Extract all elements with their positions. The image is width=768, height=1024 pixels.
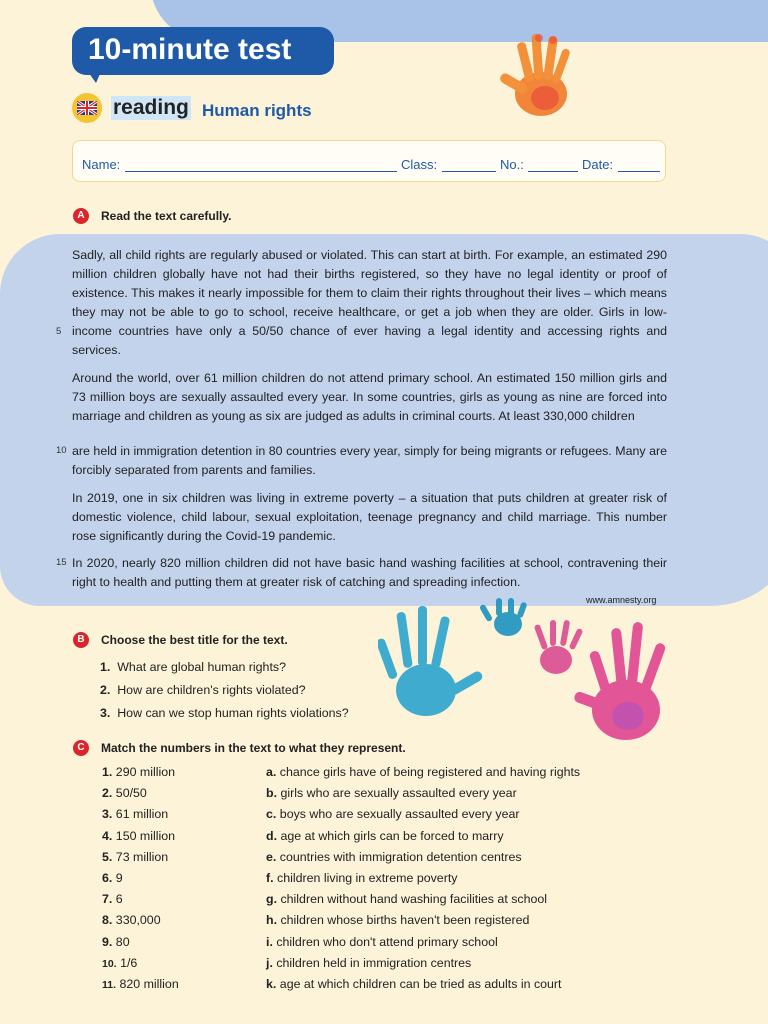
number-index: 10. [102,957,117,970]
option-text: What are global human rights? [117,660,286,674]
meaning-letter: d. [266,828,278,843]
section-a-badge: A [73,208,89,224]
paragraph-2-continued: are held in immigration detention in 80 countries every year, simply for being migrants or refugees. Many are forcibly separated from parents and families. [72,444,667,477]
number-item[interactable] [102,807,168,821]
meaning-item[interactable] [266,935,498,949]
number-value: 290 million [115,765,176,779]
number-index: 7. [102,892,113,907]
number-item[interactable] [102,956,137,970]
meaning-text: children held in immigration centres [276,955,472,970]
name-label: Name: [82,157,121,172]
meaning-text: age at which girls can be forced to marry [280,828,504,843]
number-value: 6 [115,892,123,907]
test-title: 10-minute test [88,33,292,66]
class-label: Class: [401,157,438,172]
number-index: 9. [102,934,113,949]
number-item[interactable] [102,977,179,991]
date-label: Date: [582,157,614,172]
paragraph-2: Around the world, over 61 million children do not attend primary school. An estimated 150 million girls and 73 million boys are sexually assaulted every year. In some countries, girls as young as nine are forced into marriage and children as young as six are judged as adults in criminal courts. At least 330,000 children [72,371,667,423]
option-text: How can we stop human rights violations? [117,706,349,720]
number-index: 4. [102,828,113,843]
paragraph-1: Sadly, all child rights are regularly abused or violated. This can start at birth. For example, an estimated 290 million children globally have not had their births registered, so they have no legal identity or proof of existence. This makes it nearly impossible for them to claim their rights throughout their lives – which means they may not be able to go to school, receive healthcare, or get a job when they are older. Girls in low-income countries have only a 50/50 chance of ever having a legal identity and accessing rights and services. [72,248,667,357]
number-index: 2. [102,786,113,801]
number-index: 3. [102,807,113,822]
uk-flag-icon [72,93,102,123]
section-a-instruction: Read the text carefully. [101,209,232,223]
meaning-text: children without hand washing facilities at school [280,892,548,907]
topic-label: Human rights [202,101,312,120]
option-number: 3. [100,706,111,720]
meaning-item[interactable] [266,956,471,970]
title-option[interactable] [100,683,306,697]
meaning-text: children who don't attend primary school [276,934,498,949]
line-number-5: 5 [56,326,62,337]
number-index: 6. [102,871,113,885]
meaning-letter: e. [266,849,277,864]
number-value: 61 million [115,807,169,822]
meaning-item[interactable] [266,892,547,906]
number-field[interactable] [528,171,578,172]
meaning-item[interactable] [266,786,517,800]
meaning-letter: k. [266,977,277,991]
number-index: 1. [102,765,113,779]
test-title-bubble [72,27,334,75]
meaning-item[interactable] [266,977,562,991]
meaning-letter: h. [266,913,278,928]
meaning-letter: b. [266,786,278,801]
section-b-instruction: Choose the best title for the text. [101,633,288,647]
student-info-box [72,140,666,182]
section-b-badge: B [73,632,89,648]
number-value: 9 [115,871,123,885]
meaning-item[interactable] [266,913,529,927]
name-field[interactable] [125,171,397,172]
class-field[interactable] [442,171,496,172]
meaning-letter: g. [266,892,278,907]
line-number-10: 10 [56,445,67,456]
number-item[interactable] [102,850,168,864]
number-item[interactable] [102,786,147,800]
title-option[interactable] [100,660,286,674]
number-index: 8. [102,913,113,928]
source-credit: www.amnesty.org [586,595,657,605]
section-c-instruction: Match the numbers in the text to what they represent. [101,741,406,755]
number-item[interactable] [102,913,161,927]
meaning-text: countries with immigration detention centres [279,849,522,864]
skill-label: reading [113,96,189,119]
number-item[interactable] [102,829,175,843]
meaning-text: age at which children can be tried as adults in court [279,977,562,991]
meaning-text: girls who are sexually assaulted every year [280,786,517,801]
meaning-text: children whose births haven't been registered [280,913,530,928]
number-value: 50/50 [115,786,147,801]
number-index: 11. [102,979,117,991]
option-number: 2. [100,683,111,697]
number-item[interactable] [102,871,123,885]
meaning-letter: j. [266,955,273,970]
meaning-text: children living in extreme poverty [277,871,458,885]
meaning-item[interactable] [266,850,522,864]
meaning-letter: a. [266,765,277,779]
number-label: No.: [500,157,524,172]
number-item[interactable] [102,765,175,779]
meaning-item[interactable] [266,765,580,779]
number-value: 80 [115,934,130,949]
meaning-text: boys who are sexually assaulted every year [279,807,520,822]
orange-handprint-image [493,28,583,120]
meaning-item[interactable] [266,871,457,885]
meaning-item[interactable] [266,829,504,843]
number-value: 820 million [119,977,179,991]
line-number-15: 15 [56,557,67,568]
option-number: 1. [100,660,111,674]
paragraph-4: In 2020, nearly 820 million children did not have basic hand washing facilities at school, contravening their right to health and putting them at greater risk of catching and spreading infection. [72,556,667,589]
meaning-item[interactable] [266,807,519,821]
paragraph-3: In 2019, one in six children was living in extreme poverty – a situation that puts children at greater risk of domestic violence, child labour, sexual exploitation, teenage pregnancy and child marriage. This number rose significantly during the Covid-19 pandemic. [72,491,667,543]
number-value: 150 million [115,828,176,843]
title-option[interactable] [100,706,349,720]
meaning-letter: f. [266,871,274,885]
number-value: 1/6 [120,955,138,970]
bubble-tail [86,69,102,83]
number-item[interactable] [102,892,123,906]
number-value: 330,000 [115,913,161,928]
number-index: 5. [102,849,113,864]
meaning-letter: i. [266,934,273,949]
meaning-letter: c. [266,807,277,822]
number-value: 73 million [115,849,169,864]
number-item[interactable] [102,935,130,949]
option-text: How are children's rights violated? [117,683,306,697]
section-c-badge: C [73,740,89,756]
meaning-text: chance girls have of being registered and having rights [279,765,581,779]
colorful-handprints-image [378,598,690,748]
date-field[interactable] [618,171,660,172]
